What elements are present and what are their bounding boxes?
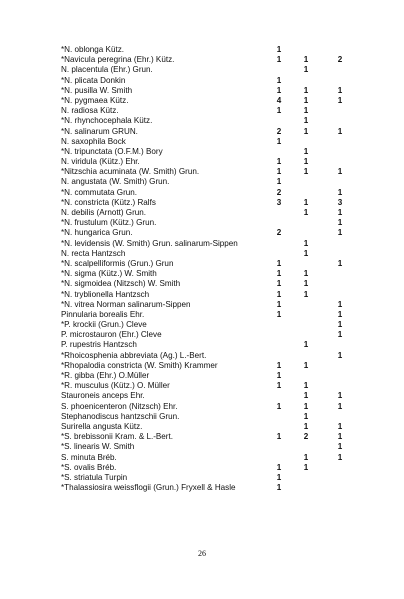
table-row — [61, 86, 371, 96]
species-name: *S. linearis W. Smith — [61, 442, 135, 452]
count-col-2: 1 — [303, 197, 309, 207]
table-row — [61, 442, 371, 452]
table-row — [61, 65, 371, 75]
count-col-2: 1 — [303, 462, 309, 472]
table-row — [61, 330, 371, 340]
species-name: *N. plicata Donkin — [61, 75, 126, 85]
count-col-3: 3 — [337, 197, 343, 207]
table-row — [61, 412, 371, 422]
count-col-3: 1 — [337, 452, 343, 462]
count-col-2: 1 — [303, 411, 309, 421]
count-col-3: 1 — [337, 442, 343, 452]
table-row — [61, 198, 371, 208]
count-col-2: 1 — [303, 452, 309, 462]
table-row — [61, 76, 371, 86]
species-name: N. radiosa Kütz. — [61, 106, 119, 116]
count-col-2: 1 — [303, 55, 309, 65]
count-col-3: 1 — [337, 126, 343, 136]
count-col-3: 1 — [337, 350, 343, 360]
table-row — [61, 279, 371, 289]
count-col-2: 1 — [303, 85, 309, 95]
count-col-3: 1 — [337, 167, 343, 177]
count-col-1: 1 — [276, 472, 282, 482]
species-name: *S. striatula Turpin — [61, 472, 128, 482]
count-col-1: 1 — [276, 432, 282, 442]
count-col-1: 1 — [276, 258, 282, 268]
count-col-2: 1 — [303, 421, 309, 431]
species-name: N. recta Hantzsch — [61, 248, 126, 258]
table-row — [61, 300, 371, 310]
species-name: N. placentula (Ehr.) Grun. — [61, 65, 153, 75]
table-row — [61, 116, 371, 126]
count-col-1: 1 — [276, 401, 282, 411]
count-col-1: 1 — [276, 279, 282, 289]
table-row — [61, 463, 371, 473]
count-col-2: 2 — [303, 432, 309, 442]
count-col-1: 1 — [276, 45, 282, 54]
table-row — [61, 432, 371, 442]
species-name: *N. rhynchocephala Kütz. — [61, 116, 153, 126]
count-col-1: 1 — [276, 299, 282, 309]
table-row — [61, 473, 371, 483]
species-name: *Thalassiosira weissflogii (Grun.) Fryxell & Hasle — [61, 483, 236, 493]
count-col-1: 1 — [276, 136, 282, 146]
table-row — [61, 127, 371, 137]
count-col-2: 1 — [303, 208, 309, 217]
count-col-3: 1 — [337, 401, 343, 411]
species-name: N. viridula (Kütz.) Ehr. — [61, 157, 140, 167]
table-row — [61, 340, 371, 350]
species-table — [61, 45, 371, 493]
table-row — [61, 422, 371, 432]
count-col-3: 1 — [337, 330, 343, 340]
count-col-1: 1 — [276, 167, 282, 177]
species-name: *N. tripunctata (O.F.M.) Bory — [61, 146, 163, 156]
species-name: Stauroneis anceps Ehr. — [61, 391, 145, 401]
species-name: *N. commutata Grun. — [61, 187, 138, 197]
species-name: *R. musculus (Kütz.) O. Müller — [61, 381, 170, 391]
species-name: *N. pygmaea Kütz. — [61, 95, 129, 105]
table-row — [61, 147, 371, 157]
table-row — [61, 402, 371, 412]
species-name: *Rhoicosphenia abbreviata (Ag.) L.-Bert. — [61, 350, 207, 360]
count-col-2: 1 — [303, 360, 309, 370]
count-col-1: 1 — [276, 360, 282, 370]
count-col-1: 2 — [276, 187, 282, 197]
species-name: *N. levidensis (W. Smith) Grun. salinarum-Sippen — [61, 238, 238, 248]
count-col-1: 1 — [276, 177, 282, 187]
species-name: *N. frustulum (Kütz.) Grun. — [61, 218, 157, 228]
count-col-2: 1 — [303, 65, 309, 75]
count-col-3: 1 — [337, 421, 343, 431]
count-col-1: 2 — [276, 228, 282, 238]
count-col-2: 1 — [303, 289, 309, 299]
count-col-1: 1 — [276, 269, 282, 279]
table-row — [61, 381, 371, 391]
table-row — [61, 96, 371, 106]
table-row — [61, 177, 371, 187]
species-name: *P. krockii (Grun.) Cleve — [61, 320, 147, 330]
count-col-2: 1 — [303, 95, 309, 105]
species-name: *N. sigmoidea (Nitzsch) W. Smith — [61, 279, 181, 289]
count-col-2: 1 — [303, 106, 309, 116]
count-col-3: 1 — [337, 218, 343, 228]
table-row — [61, 290, 371, 300]
count-col-2: 1 — [303, 340, 309, 350]
table-row — [61, 310, 371, 320]
species-name: N. saxophila Bock — [61, 136, 126, 146]
count-col-3: 1 — [337, 320, 343, 330]
count-col-2: 1 — [303, 116, 309, 126]
species-name: *N. oblonga Kütz. — [61, 45, 124, 54]
table-row — [61, 351, 371, 361]
count-col-3: 1 — [337, 208, 343, 217]
count-col-2: 1 — [303, 391, 309, 401]
count-col-2: 1 — [303, 167, 309, 177]
species-name: *N. salinarum GRUN. — [61, 126, 138, 136]
count-col-2: 1 — [303, 146, 309, 156]
table-row — [61, 361, 371, 371]
table-row — [61, 483, 371, 493]
count-col-1: 2 — [276, 126, 282, 136]
count-col-3: 1 — [337, 85, 343, 95]
count-col-2: 1 — [303, 401, 309, 411]
count-col-3: 1 — [337, 432, 343, 442]
table-row — [61, 249, 371, 259]
species-name: *N. scalpelliformis (Grun.) Grun — [61, 258, 174, 268]
table-row — [61, 239, 371, 249]
count-col-1: 1 — [276, 371, 282, 380]
count-col-3: 2 — [337, 55, 343, 65]
table-row — [61, 391, 371, 401]
table-row — [61, 269, 371, 279]
count-col-2: 1 — [303, 126, 309, 136]
count-col-2: 1 — [303, 269, 309, 279]
species-name: *R. gibba (Ehr.) O.Müller — [61, 371, 150, 380]
count-col-2: 1 — [303, 248, 309, 258]
table-row — [61, 167, 371, 177]
count-col-3: 1 — [337, 299, 343, 309]
count-col-1: 1 — [276, 106, 282, 116]
count-col-1: 4 — [276, 95, 282, 105]
species-name: S. minuta Bréb. — [61, 452, 117, 462]
table-row — [61, 453, 371, 463]
species-name: *N. constricta (Kütz.) Ralfs — [61, 197, 156, 207]
species-name: Pinnularia borealis Ehr. — [61, 309, 145, 319]
count-col-2: 1 — [303, 238, 309, 248]
species-name: S. phoenicenteron (Nitzsch) Ehr. — [61, 401, 178, 411]
count-col-2: 1 — [303, 279, 309, 289]
count-col-3: 1 — [337, 95, 343, 105]
table-row — [61, 259, 371, 269]
species-name: Surirella angusta Kütz. — [61, 421, 143, 431]
table-row — [61, 55, 371, 65]
count-col-1: 1 — [276, 462, 282, 472]
table-row — [61, 106, 371, 116]
count-col-1: 1 — [276, 483, 282, 493]
count-col-1: 1 — [276, 55, 282, 65]
species-name: *Navicula peregrina (Ehr.) Kütz. — [61, 55, 175, 65]
table-row — [61, 208, 371, 218]
species-name: *N. tryblionella Hantzsch — [61, 289, 150, 299]
count-col-3: 1 — [337, 309, 343, 319]
species-name: *N. vitrea Norman salinarum-Sippen — [61, 299, 191, 309]
table-row — [61, 218, 371, 228]
species-name: *N. hungarica Grun. — [61, 228, 133, 238]
count-col-3: 1 — [337, 187, 343, 197]
species-name: *S. brebissonii Kram. & L.-Bert. — [61, 432, 174, 442]
table-row — [61, 371, 371, 381]
table-row — [61, 320, 371, 330]
table-row — [61, 45, 371, 55]
species-name: *N. sigma (Kütz.) W. Smith — [61, 269, 157, 279]
page-number: 26 — [198, 549, 206, 558]
count-col-1: 1 — [276, 289, 282, 299]
table-row — [61, 188, 371, 198]
count-col-1: 1 — [276, 157, 282, 167]
species-name: *N. pusilla W. Smith — [61, 85, 133, 95]
count-col-3: 1 — [337, 391, 343, 401]
table-row — [61, 228, 371, 238]
count-col-2: 1 — [303, 381, 309, 391]
species-name: *Nitzschia acuminata (W. Smith) Grun. — [61, 167, 200, 177]
species-name: Stephanodiscus hantzschii Grun. — [61, 411, 180, 421]
species-name: *S. ovalis Bréb. — [61, 462, 117, 472]
count-col-3: 1 — [337, 228, 343, 238]
species-name: *Rhopalodia constricta (W. Smith) Krammer — [61, 360, 218, 370]
count-col-1: 1 — [276, 309, 282, 319]
count-col-1: 3 — [276, 197, 282, 207]
count-col-2: 1 — [303, 157, 309, 167]
count-col-1: 1 — [276, 75, 282, 85]
count-col-1: 1 — [276, 85, 282, 95]
species-name: P. microstauron (Ehr.) Cleve — [61, 330, 162, 340]
table-row — [61, 157, 371, 167]
species-name: N. angustata (W. Smith) Grun. — [61, 177, 170, 187]
count-col-3: 1 — [337, 258, 343, 268]
species-name: P. rupestris Hantzsch — [61, 340, 137, 350]
count-col-1: 1 — [276, 381, 282, 391]
species-name: N. debilis (Arnott) Grun. — [61, 208, 147, 217]
table-row — [61, 137, 371, 147]
